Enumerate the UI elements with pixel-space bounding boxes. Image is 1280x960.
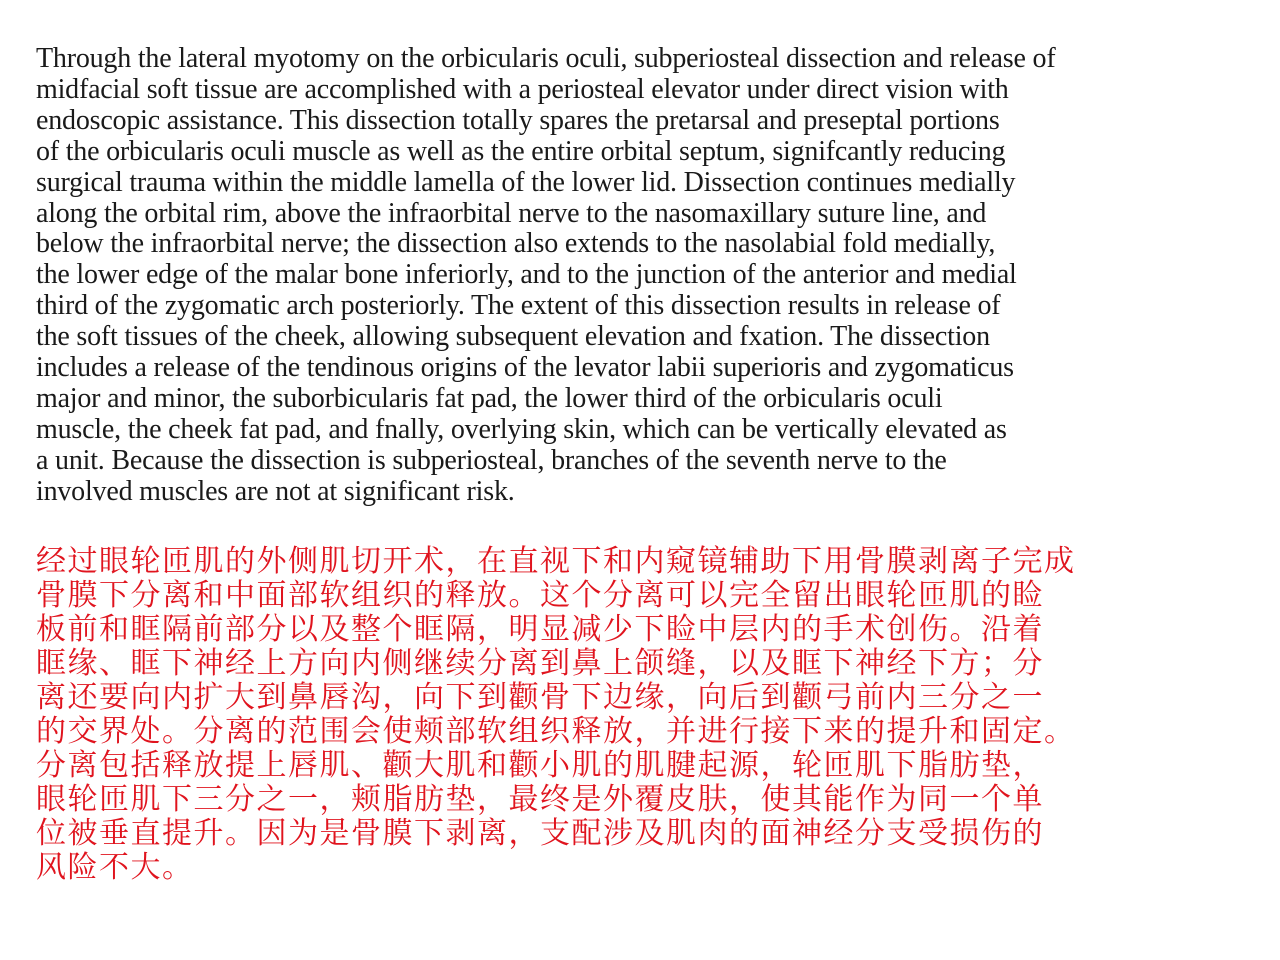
english-line: muscle, the cheek fat pad, and fnally, overlying skin, which can be vertically elevated as [36, 413, 1007, 445]
english-line: Through the lateral myotomy on the orbicularis oculi, subperiosteal dissection and release of [36, 43, 1056, 74]
english-line: of the orbicularis oculi muscle as well as the entire orbital septum, signifcantly reducing [36, 135, 1006, 167]
chinese-line: 眼轮匝肌下三分之一，颊脂肪垫，最终是外覆皮肤，使其能作为同一个单 [36, 782, 1044, 817]
english-line: a unit. Because the dissection is subperiosteal, branches of the seventh nerve to the [36, 444, 947, 476]
chinese-paragraph [36, 545, 1280, 885]
english-line: surgical trauma within the middle lamella of the lower lid. Dissection continues medially [36, 166, 1016, 198]
english-line: along the orbital rim, above the infraorbital nerve to the nasomaxillary suture line, and [36, 197, 987, 229]
chinese-line: 骨膜下分离和中面部软组织的释放。这个分离可以完全留出眼轮匝肌的睑 [36, 578, 1044, 613]
english-line: major and minor, the suborbicularis fat pad, the lower third of the orbicularis oculi [36, 382, 943, 414]
english-line: below the infraorbital nerve; the dissection also extends to the nasolabial fold medially, [36, 228, 996, 260]
english-line: involved muscles are not at significant risk. [36, 475, 515, 507]
english-paragraph [36, 44, 1280, 508]
english-line: endoscopic assistance. This dissection totally spares the pretarsal and preseptal portions [36, 104, 1000, 136]
chinese-line: 风险不大。 [36, 850, 194, 885]
chinese-line: 板前和眶隔前部分以及整个眶隔，明显减少下睑中层内的手术创伤。沿着 [36, 612, 1044, 647]
chinese-line: 离还要向内扩大到鼻唇沟，向下到颧骨下边缘，向后到颧弓前内三分之一 [36, 680, 1044, 715]
chinese-line: 的交界处。分离的范围会使颊部软组织释放，并进行接下来的提升和固定。 [36, 714, 1076, 749]
chinese-line: 位被垂直提升。因为是骨膜下剥离，支配涉及肌肉的面神经分支受损伤的 [36, 816, 1044, 851]
chinese-line: 分离包括释放提上唇肌、颧大肌和颧小肌的肌腱起源，轮匝肌下脂肪垫， [36, 748, 1044, 783]
chinese-line: 经过眼轮匝肌的外侧肌切开术，在直视下和内窥镜辅助下用骨膜剥离子完成 [36, 544, 1076, 579]
chinese-line: 眶缘、眶下神经上方向内侧继续分离到鼻上颌缝，以及眶下神经下方；分 [36, 646, 1044, 681]
english-line: includes a release of the tendinous origins of the levator labii superioris and zygomaticus [36, 352, 1014, 384]
english-line: third of the zygomatic arch posteriorly. The extent of this dissection results in release of [36, 290, 1001, 322]
english-line: the lower edge of the malar bone inferiorly, and to the junction of the anterior and medial [36, 259, 1017, 291]
english-line: the soft tissues of the cheek, allowing subsequent elevation and fxation. The dissection [36, 321, 990, 353]
english-line: midfacial soft tissue are accomplished with a periosteal elevator under direct vision with [36, 73, 1009, 105]
